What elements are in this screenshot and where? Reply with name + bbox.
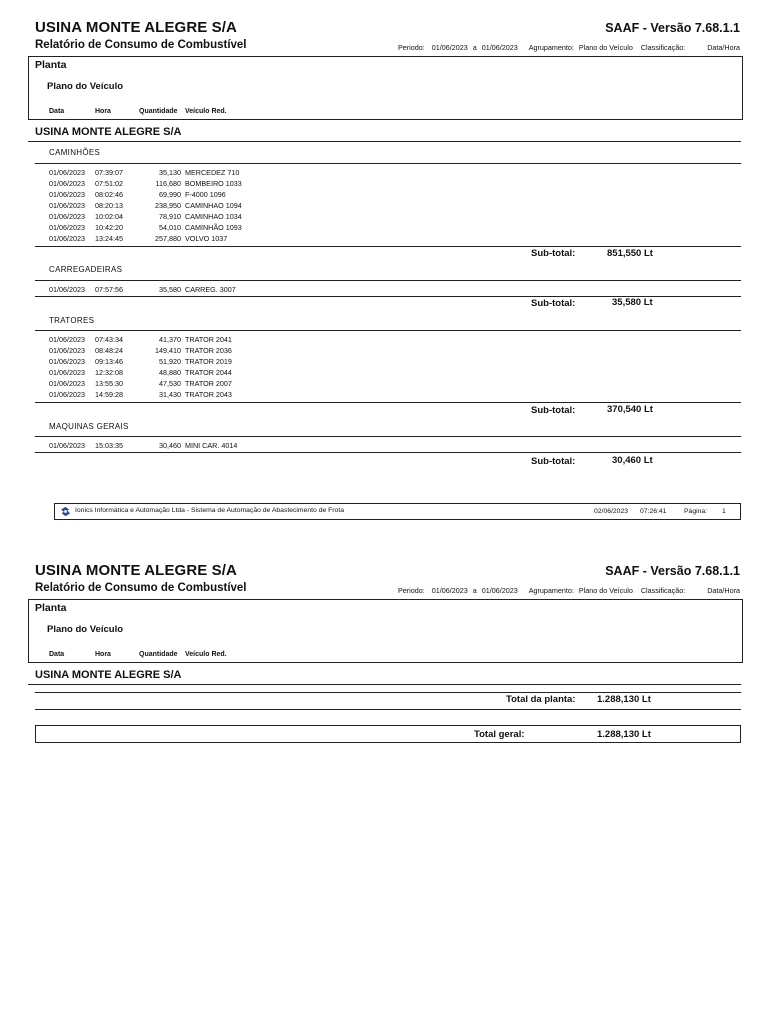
row-vehicle: TRATOR 2041 xyxy=(185,335,232,344)
row-time: 07:39:07 xyxy=(95,168,123,177)
row-quantity: 149,410 xyxy=(155,346,181,355)
row-time: 13:55:30 xyxy=(95,379,123,388)
row-quantity: 257,880 xyxy=(155,234,181,243)
periodo-to: 01/06/2023 xyxy=(481,43,518,52)
table-row xyxy=(0,440,768,451)
subtotal-value: 851,550 Lt xyxy=(607,248,653,259)
col-quantidade: Quantidade xyxy=(139,108,178,115)
row-time: 08:48:24 xyxy=(95,346,123,355)
group-divider xyxy=(35,436,741,437)
row-vehicle: TRATOR 2044 xyxy=(185,368,232,377)
table-row xyxy=(0,178,768,189)
subtotal-divider xyxy=(35,246,741,247)
row-date: 01/06/2023 xyxy=(49,346,85,355)
col-data: Data xyxy=(49,651,65,658)
row-vehicle: TRATOR 2007 xyxy=(185,379,232,388)
plano-label: Plano do Veículo xyxy=(47,624,124,635)
group-divider xyxy=(35,330,741,331)
agrupamento-value: Plano do Veículo xyxy=(578,43,633,52)
agrupamento-label: Agrupamento: xyxy=(528,43,574,52)
subtotal-label: Sub-total: xyxy=(531,248,576,259)
row-date: 01/06/2023 xyxy=(49,179,85,188)
col-quantidade: Quantidade xyxy=(139,651,178,658)
total-geral-box xyxy=(35,725,741,743)
planta-box xyxy=(28,56,743,120)
total-planta-label: Total da planta: xyxy=(506,694,576,705)
subtotal-label: Sub-total: xyxy=(531,405,576,416)
report-meta xyxy=(398,43,685,52)
row-vehicle: VOLVO 1037 xyxy=(185,234,228,243)
row-date: 01/06/2023 xyxy=(49,168,85,177)
row-vehicle: BOMBEIRO 1033 xyxy=(185,179,242,188)
col-hora: Hora xyxy=(95,108,111,115)
row-date: 01/06/2023 xyxy=(49,212,85,221)
row-time: 07:51:02 xyxy=(95,179,123,188)
planta-box xyxy=(28,599,743,663)
group-name: CAMINHÕES xyxy=(49,148,101,157)
row-date: 01/06/2023 xyxy=(49,441,85,450)
row-quantity: 69,990 xyxy=(159,190,181,199)
classificacao-value: Data/Hora xyxy=(707,43,740,52)
row-vehicle: MINI CAR. 4014 xyxy=(185,441,238,450)
section-name: USINA MONTE ALEGRE S/A xyxy=(35,126,182,138)
subtotal-divider xyxy=(35,452,741,453)
subtotal-divider xyxy=(35,402,741,403)
company-name: USINA MONTE ALEGRE S/A xyxy=(35,19,237,36)
table-row xyxy=(0,378,768,389)
row-quantity: 30,460 xyxy=(159,441,181,450)
total-geral-label: Total geral: xyxy=(474,729,525,740)
table-row xyxy=(0,200,768,211)
company-name: USINA MONTE ALEGRE S/A xyxy=(35,562,237,579)
row-date: 01/06/2023 xyxy=(49,234,85,243)
subtotal-label: Sub-total: xyxy=(531,456,576,467)
agrupamento-label: Agrupamento: xyxy=(528,586,574,595)
periodo-from: 01/06/2023 xyxy=(431,43,468,52)
table-row xyxy=(0,167,768,178)
table-row xyxy=(0,189,768,200)
table-row xyxy=(0,334,768,345)
footer-company-text: Ionics Informática e Automação Ltda - Sistema de Automação de Abastecimento de Frota xyxy=(75,507,345,514)
classificacao-value: Data/Hora xyxy=(707,586,740,595)
agrupamento-value: Plano do Veículo xyxy=(578,586,633,595)
table-row xyxy=(0,284,768,295)
total-planta-value: 1.288,130 Lt xyxy=(597,694,651,705)
row-quantity: 35,580 xyxy=(159,285,181,294)
ionics-logo-icon xyxy=(60,506,71,517)
row-vehicle: MERCEDEZ 710 xyxy=(185,168,240,177)
row-quantity: 47,530 xyxy=(159,379,181,388)
row-time: 12:32:08 xyxy=(95,368,123,377)
group-name: MAQUINAS GERAIS xyxy=(49,422,129,431)
row-vehicle: TRATOR 2043 xyxy=(185,390,232,399)
row-vehicle: F-4000 1096 xyxy=(185,190,226,199)
classificacao-label: Classificação: xyxy=(640,43,686,52)
row-quantity: 48,880 xyxy=(159,368,181,377)
system-version: SAAF - Versão 7.68.1.1 xyxy=(605,21,740,35)
total-divider xyxy=(35,692,741,693)
classificacao-label: Classificação: xyxy=(640,586,686,595)
footer-page-number: 1 xyxy=(722,508,726,515)
section-divider xyxy=(28,684,741,685)
row-date: 01/06/2023 xyxy=(49,285,85,294)
row-quantity: 35,130 xyxy=(159,168,181,177)
table-row xyxy=(0,389,768,400)
subtotal-value: 35,580 Lt xyxy=(612,297,653,308)
row-date: 01/06/2023 xyxy=(49,379,85,388)
subtotal-value: 30,460 Lt xyxy=(612,455,653,466)
row-quantity: 116,680 xyxy=(155,179,181,188)
periodo-from: 01/06/2023 xyxy=(431,586,468,595)
footer-date: 02/06/2023 xyxy=(594,508,629,515)
row-quantity: 51,920 xyxy=(159,357,181,366)
row-time: 07:57:56 xyxy=(95,285,123,294)
table-row xyxy=(0,345,768,356)
col-data: Data xyxy=(49,108,65,115)
row-time: 10:42:20 xyxy=(95,223,123,232)
page-footer xyxy=(54,503,741,520)
periodo-to: 01/06/2023 xyxy=(481,586,518,595)
total-divider xyxy=(35,709,741,710)
footer-time: 07:26:41 xyxy=(640,508,667,515)
report-meta xyxy=(398,586,685,595)
row-date: 01/06/2023 xyxy=(49,223,85,232)
row-time: 15:03:35 xyxy=(95,441,123,450)
col-veiculo: Veículo Red. xyxy=(185,108,227,115)
periodo-sep: a xyxy=(472,586,477,595)
plano-label: Plano do Veículo xyxy=(47,81,124,92)
row-vehicle: CARREG. 3007 xyxy=(185,285,236,294)
subtotal-value: 370,540 Lt xyxy=(607,404,653,415)
group-name: CARREGADEIRAS xyxy=(49,265,123,274)
row-date: 01/06/2023 xyxy=(49,357,85,366)
group-divider xyxy=(35,280,741,281)
row-date: 01/06/2023 xyxy=(49,335,85,344)
row-vehicle: TRATOR 2036 xyxy=(185,346,232,355)
col-veiculo: Veículo Red. xyxy=(185,651,227,658)
row-date: 01/06/2023 xyxy=(49,201,85,210)
row-time: 07:43:34 xyxy=(95,335,123,344)
row-quantity: 54,010 xyxy=(159,223,181,232)
table-row xyxy=(0,233,768,244)
row-vehicle: TRATOR 2019 xyxy=(185,357,232,366)
section-name: USINA MONTE ALEGRE S/A xyxy=(35,669,182,681)
row-time: 14:59:28 xyxy=(95,390,123,399)
row-quantity: 41,370 xyxy=(159,335,181,344)
table-row xyxy=(0,367,768,378)
row-vehicle: CAMINHÃO 1093 xyxy=(185,223,242,232)
periodo-label: Periodo: xyxy=(398,43,425,52)
row-vehicle: CAMINHAO 1034 xyxy=(185,212,242,221)
total-geral-value: 1.288,130 Lt xyxy=(597,729,651,740)
row-date: 01/06/2023 xyxy=(49,190,85,199)
col-hora: Hora xyxy=(95,651,111,658)
row-quantity: 31,430 xyxy=(159,390,181,399)
row-time: 08:20:13 xyxy=(95,201,123,210)
table-row xyxy=(0,222,768,233)
section-divider xyxy=(28,141,741,142)
row-time: 09:13:46 xyxy=(95,357,123,366)
periodo-label: Periodo: xyxy=(398,586,425,595)
subtotal-label: Sub-total: xyxy=(531,298,576,309)
row-quantity: 238,950 xyxy=(155,201,181,210)
report-title: Relatório de Consumo de Combustível xyxy=(35,39,247,51)
group-name: TRATORES xyxy=(49,316,95,325)
row-time: 13:24:45 xyxy=(95,234,123,243)
table-row xyxy=(0,356,768,367)
row-date: 01/06/2023 xyxy=(49,390,85,399)
group-divider xyxy=(35,163,741,164)
system-version: SAAF - Versão 7.68.1.1 xyxy=(605,564,740,578)
periodo-sep: a xyxy=(472,43,477,52)
row-quantity: 78,910 xyxy=(159,212,181,221)
planta-label: Planta xyxy=(35,59,67,71)
report-title: Relatório de Consumo de Combustível xyxy=(35,582,247,594)
planta-label: Planta xyxy=(35,602,67,614)
table-row xyxy=(0,211,768,222)
row-time: 08:02:46 xyxy=(95,190,123,199)
row-vehicle: CAMINHAO 1094 xyxy=(185,201,242,210)
footer-page-label: Página: xyxy=(684,508,708,515)
row-time: 10:02:04 xyxy=(95,212,123,221)
row-date: 01/06/2023 xyxy=(49,368,85,377)
